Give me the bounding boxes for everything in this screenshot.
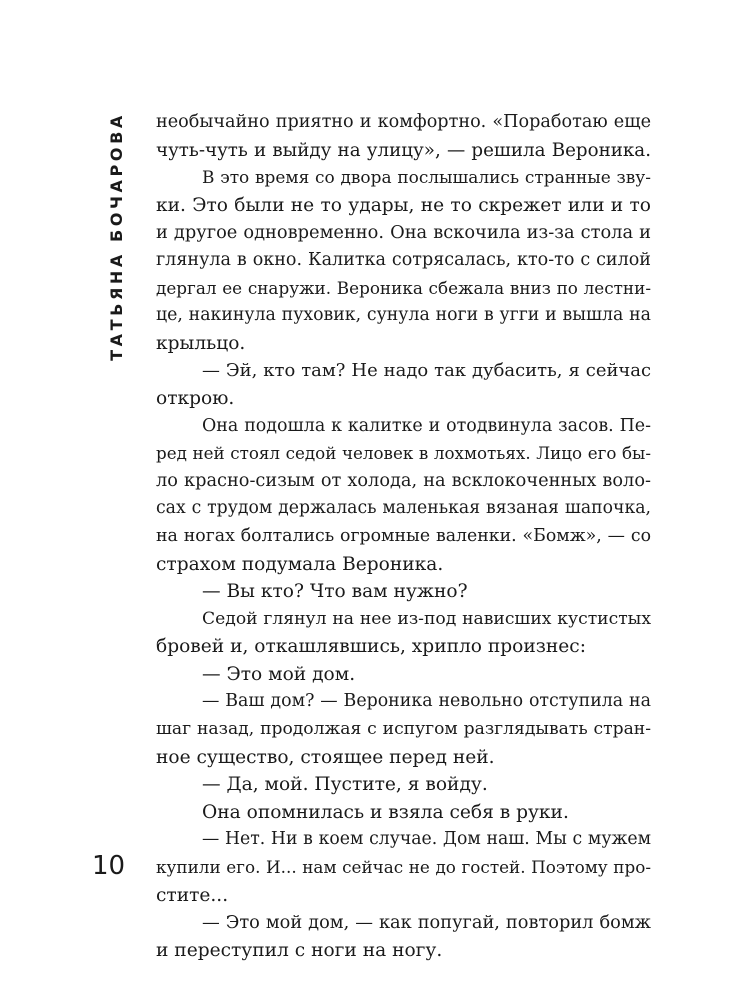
text-line: ред ней стоял седой человек в лохмотьях. Лицо его бы- (156, 443, 651, 464)
text-line: стите... (156, 884, 229, 906)
text-line: и другое одновременно. Она вскочила из-за стола и (156, 222, 651, 244)
text-line: ки. Это были не то удары, не то скрежет или и то (156, 194, 651, 216)
text-line: необычайно приятно и комфортно. «Поработаю еще (156, 112, 651, 132)
text-line: — Да, мой. Пустите, я войду. (202, 774, 488, 796)
text-line: шаг назад, продолжая с испугом разглядывать стран- (156, 719, 651, 740)
running-head-text: ТАТЬЯНА БОЧАРОВА (106, 111, 126, 361)
text-line: В это время со двора послышались странные зву- (202, 167, 651, 188)
text-line: Седой глянул на нее из-под нависших кустистых (202, 608, 651, 629)
text-line: крыльцо. (156, 332, 246, 354)
text-line: дергал ее снаружи. Вероника сбежала вниз по лестни- (156, 277, 651, 298)
text-line: ло красно-сизым от холода, на всклокоченных воло- (156, 470, 651, 491)
text-line: купили его. И... нам сейчас не до гостей. Поэтому про- (156, 857, 651, 878)
running-head (104, 112, 128, 360)
text-line: це, накинула пуховик, сунула ноги в угги и вышла на (156, 305, 651, 326)
text-line: — Это мой дом, — как попугай, повторил бомж (202, 912, 651, 934)
text-line: открою. (156, 387, 235, 409)
text-line: и переступил с ноги на ногу. (156, 939, 443, 961)
text-line: страхом подумала Вероника. (156, 553, 444, 575)
text-line: Она опомнилась и взяла себя в руки. (202, 801, 569, 823)
text-line: — Это мой дом. (202, 663, 356, 685)
text-line: чуть-чуть и выйду на улицу», — решила Вероника. (156, 139, 651, 161)
text-line: Она подошла к калитке и отодвинула засов. Пе- (202, 415, 651, 436)
text-line: на ногах болтались огромные валенки. «Бомж», — со (156, 525, 651, 546)
page-number: 10 (92, 851, 126, 881)
text-line: — Ваш дом? — Вероника невольно отступила на (202, 691, 651, 712)
text-line: ное существо, стоящее перед ней. (156, 746, 495, 768)
text-line: — Вы кто? Что вам нужно? (202, 581, 468, 603)
body-text (156, 109, 651, 964)
text-line: глянула в окно. Калитка сотрясалась, кто-то с силой (156, 249, 651, 270)
text-line: — Нет. Ни в коем случае. Дом наш. Мы с мужем (202, 829, 651, 850)
text-line: бровей и, откашлявшись, хрипло произнес: (156, 636, 586, 658)
text-line: — Эй, кто там? Не надо так дубасить, я сейчас (202, 360, 651, 382)
text-line: сах с трудом держалась маленькая вязаная шапочка, (156, 498, 651, 519)
